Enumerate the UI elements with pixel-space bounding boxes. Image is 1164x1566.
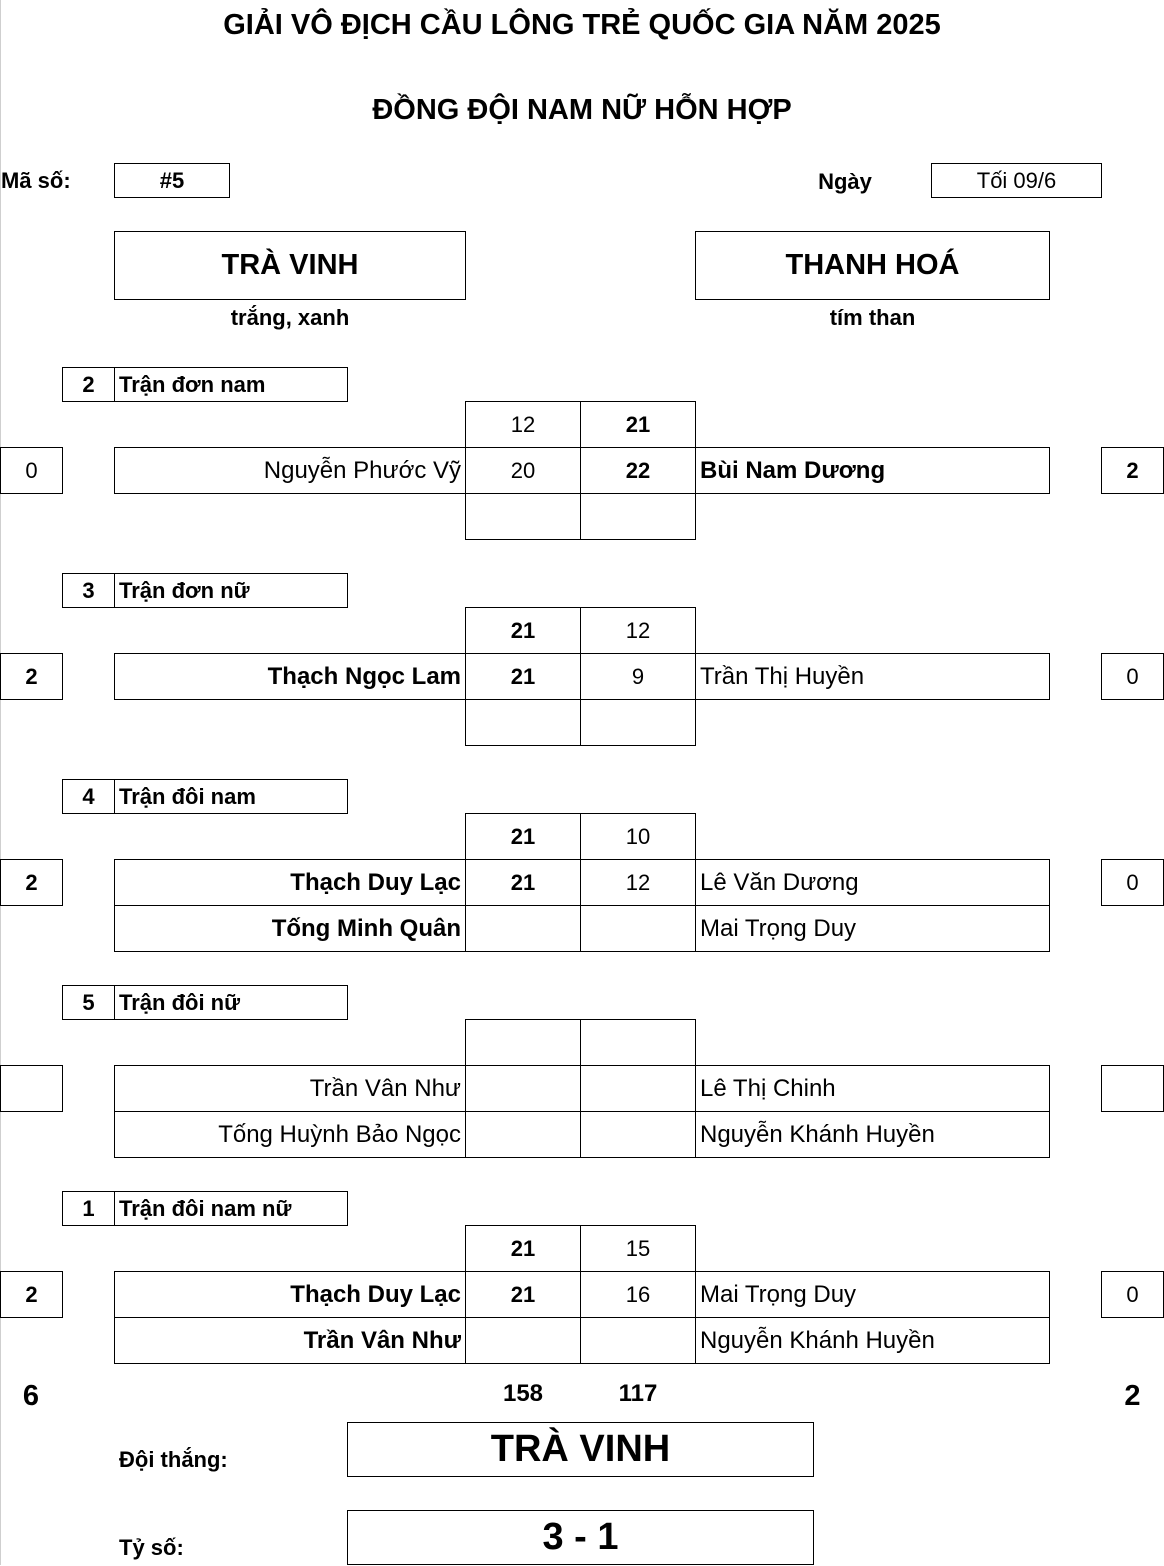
set2-right-score[interactable]: 16 [580,1271,696,1318]
team-left-colors: trắng, xanh [230,305,350,330]
left-player-1: Trần Vân Như [114,1065,466,1112]
match-order: 3 [62,573,115,608]
set3-left-score[interactable] [465,699,581,746]
left-match-result[interactable]: 2 [0,1271,63,1318]
page-subtitle: ĐỒNG ĐỘI NAM NỮ HỖN HỢP [372,93,792,126]
right-match-result[interactable]: 2 [1101,447,1164,494]
left-match-result[interactable]: 2 [0,859,63,906]
right-player-1: Mai Trọng Duy [695,1271,1050,1318]
date-field[interactable]: Tối 09/6 [931,163,1102,198]
match-code-field[interactable]: #5 [114,163,230,198]
set2-left-score[interactable]: 20 [465,447,581,494]
set1-left-score[interactable]: 12 [465,401,581,448]
right-player-2: Nguyễn Khánh Huyền [695,1317,1050,1364]
page-title: GIẢI VÔ ĐỊCH CẦU LÔNG TRẺ QUỐC GIA NĂM 2025 [223,8,941,41]
team-right-colors: tím than [829,305,916,330]
right-player-1: Lê Thị Chinh [695,1065,1050,1112]
set3-left-score[interactable] [465,1317,581,1364]
match-code-label: Mã số: [1,168,71,193]
match-type-label: Trận đơn nam [114,367,348,402]
set3-left-score[interactable] [465,905,581,952]
left-player-1: Thạch Ngọc Lam [114,653,466,700]
total-left-points: 158 [502,1380,544,1407]
set1-left-score[interactable] [465,1019,581,1066]
match-type-label: Trận đôi nam nữ [114,1191,348,1226]
right-player-2: Nguyễn Khánh Huyền [695,1111,1050,1158]
right-match-result[interactable]: 0 [1101,859,1164,906]
left-player-1: Nguyễn Phước Vỹ [114,447,466,494]
score-field[interactable]: 3 - 1 [347,1510,814,1565]
total-left-sets: 6 [22,1379,40,1412]
winner-label: Đội thắng: [119,1447,228,1472]
right-player-1: Trần Thị Huyền [695,653,1050,700]
left-player-2: Trần Vân Như [114,1317,466,1364]
match-order: 5 [62,985,115,1020]
set3-left-score[interactable] [465,493,581,540]
team-right-name: THANH HOÁ [695,231,1050,300]
left-player-2: Tống Minh Quân [114,905,466,952]
right-match-result[interactable] [1101,1065,1164,1112]
set2-right-score[interactable]: 12 [580,859,696,906]
score-label: Tỷ số: [119,1535,184,1560]
left-player-1: Thạch Duy Lạc [114,1271,466,1318]
set1-left-score[interactable]: 21 [465,813,581,860]
left-player-2: Tống Huỳnh Bảo Ngọc [114,1111,466,1158]
right-match-result[interactable]: 0 [1101,1271,1164,1318]
set3-right-score[interactable] [580,493,696,540]
right-player-1: Bùi Nam Dương [695,447,1050,494]
set1-right-score[interactable] [580,1019,696,1066]
match-type-label: Trận đôi nữ [114,985,348,1020]
winner-field[interactable]: TRÀ VINH [347,1422,814,1477]
left-match-result[interactable]: 0 [0,447,63,494]
set3-right-score[interactable] [580,699,696,746]
set2-left-score[interactable]: 21 [465,859,581,906]
right-match-result[interactable]: 0 [1101,653,1164,700]
set3-right-score[interactable] [580,1317,696,1364]
match-order: 1 [62,1191,115,1226]
right-player-1: Lê Văn Dương [695,859,1050,906]
left-match-result[interactable] [0,1065,63,1112]
left-match-result[interactable]: 2 [0,653,63,700]
set2-left-score[interactable]: 21 [465,1271,581,1318]
date-label: Ngày [818,169,872,194]
set3-right-score[interactable] [580,905,696,952]
set1-left-score[interactable]: 21 [465,607,581,654]
match-type-label: Trận đôi nam [114,779,348,814]
total-right-points: 117 [618,1380,658,1407]
set3-right-score[interactable] [580,1111,696,1158]
total-right-sets: 2 [1124,1379,1141,1412]
set2-right-score[interactable]: 22 [580,447,696,494]
match-type-label: Trận đơn nữ [114,573,348,608]
set2-left-score[interactable]: 21 [465,653,581,700]
set1-left-score[interactable]: 21 [465,1225,581,1272]
set1-right-score[interactable]: 21 [580,401,696,448]
set2-right-score[interactable]: 9 [580,653,696,700]
set1-right-score[interactable]: 12 [580,607,696,654]
left-player-1: Thạch Duy Lạc [114,859,466,906]
match-order: 4 [62,779,115,814]
set3-left-score[interactable] [465,1111,581,1158]
page-edge [0,0,1,1565]
set2-right-score[interactable] [580,1065,696,1112]
match-order: 2 [62,367,115,402]
set1-right-score[interactable]: 15 [580,1225,696,1272]
set1-right-score[interactable]: 10 [580,813,696,860]
set2-left-score[interactable] [465,1065,581,1112]
right-player-2: Mai Trọng Duy [695,905,1050,952]
team-left-name: TRÀ VINH [114,231,466,300]
